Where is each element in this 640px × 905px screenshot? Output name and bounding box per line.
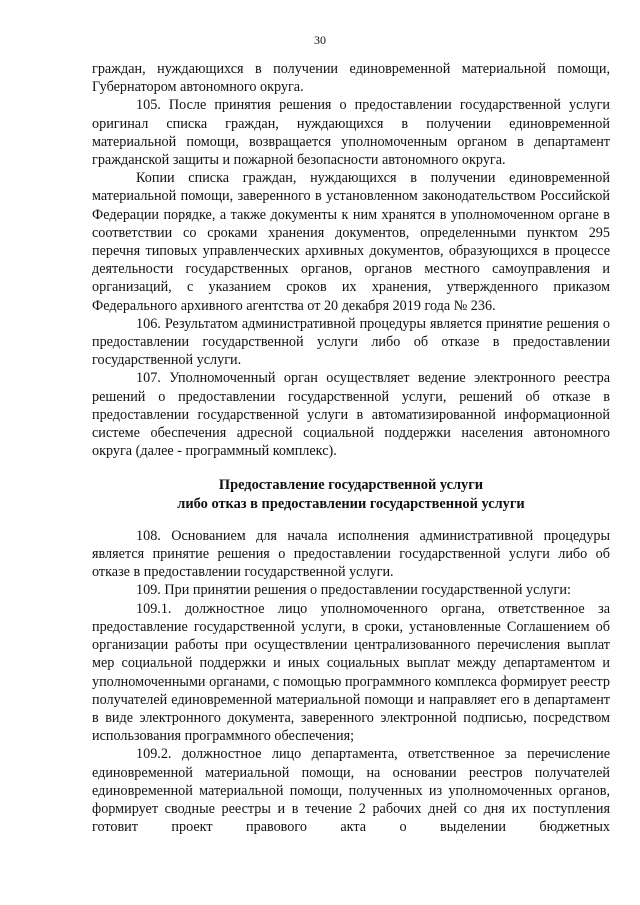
section-heading-line-1: Предоставление государственной услуги (218, 477, 484, 494)
paragraph-copies: Копии списка граждан, нуждающихся в получении единовременной материальной помощи, заверенного в установленном законодательством Российской Федерации порядке, а также документы к ним хранятся в уполномоченном органе в соответствии со сроками хранения документов, определенными пунктом 295 перечня типовых управленческих архивных документов, образующихся в процессе деятельности государственных органов, органов местного самоуправления и организаций, с указанием сроков их хранения, утвержденного приказом Федерального архивного агентства от 20 декабря 2019 года № 236. (92, 170, 610, 314)
section-heading (92, 476, 610, 512)
document-body (92, 60, 610, 836)
paragraph-109-1: 109.1. должностное лицо уполномоченного органа, ответственное за предоставление государственной услуги, в сроки, установленные Соглашением об организации работы при осуществлении централизованного перечисления выплат мер социальной поддержки и иных социальных выплат между департаментом и уполномоченными органами, с помощью программного комплекса формирует реестр получателей единовременной материальной помощи и направляет его в департамент в виде электронного документа, заверенного электронной подписью, посредством использования программного обеспечения; (92, 600, 610, 745)
page-number: 30 (314, 33, 326, 47)
paragraph-continuation: граждан, нуждающихся в получении единовременной материальной помощи, Губернатором автономного округа. (92, 61, 610, 96)
paragraph-106: 106. Результатом административной процедуры является принятие решения о предоставлении государственной услуги либо об отказе в предоставлении государственной услуги. (92, 315, 610, 369)
paragraph-109-2: 109.2. должностное лицо департамента, ответственное за перечисление единовременной материальной помощи, на основании реестров получателей единовременной материальной помощи, полученных из уполномоченных органов, формирует сводные реестры и в течение 2 рабочих дней со дня их поступления готовит проект правового акта о выделении бюджетных (92, 746, 610, 836)
paragraph-107: 107. Уполномоченный орган осуществляет ведение электронного реестра решений о предоставлении государственной услуги, решений об отказе в предоставлении государственной услуги в автоматизированной информационной системе обеспечения адресной социальной поддержки населения автономного округа (далее - программный комплекс). (92, 370, 610, 460)
paragraph-109: 109. При принятии решения о предоставлении государственной услуги: (136, 582, 571, 599)
paragraph-105: 105. После принятия решения о предоставлении государственной услуги оригинал списка граждан, нуждающихся в получении единовременной материальной помощи, возвращается уполномоченным органом в департамент гражданской защиты и пожарной безопасности автономного округа. (92, 97, 610, 169)
paragraph-108: 108. Основанием для начала исполнения административной процедуры является принятие решения о предоставлении государственной услуги либо об отказе в предоставлении государственной услуги. (92, 527, 610, 581)
section-heading-line-2: либо отказ в предоставлении государственной услуги (177, 495, 525, 512)
